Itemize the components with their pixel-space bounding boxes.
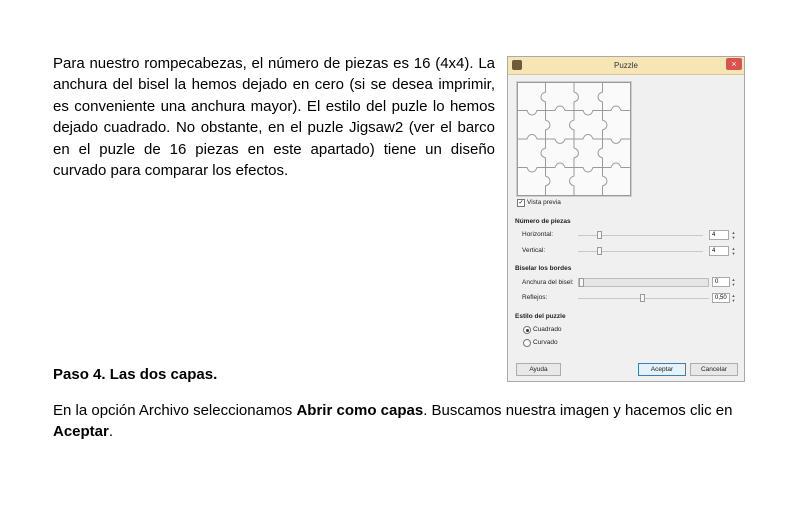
highlight-spin-arrows-icon[interactable]: ▲ ▼ xyxy=(731,293,736,303)
bevel-width-slider[interactable] xyxy=(578,278,709,287)
paragraph-2-bold-abrir: Abrir como capas xyxy=(296,402,424,419)
dialog-titlebar[interactable] xyxy=(508,57,744,75)
puzzle-preview xyxy=(516,81,632,197)
horizontal-label: Horizontal: xyxy=(522,231,554,238)
style-section-title: Estilo del puzzle xyxy=(515,313,566,320)
pieces-section-title: Número de piezas xyxy=(515,218,571,225)
bevel-width-slider-thumb[interactable] xyxy=(579,278,584,287)
step-heading: Paso 4. Las dos capas. xyxy=(53,366,218,383)
paragraph-2 xyxy=(53,400,765,443)
paragraph-2-part2: . Buscamos nuestra imagen y hacemos clic en xyxy=(423,402,733,419)
style-radio-cuadrado[interactable] xyxy=(523,326,531,334)
bevel-section-title: Biselar los bordes xyxy=(515,265,572,272)
bevel-width-spinbox[interactable]: 0 xyxy=(712,277,730,287)
paragraph-2-part3: . xyxy=(108,423,114,441)
puzzle-dialog xyxy=(507,56,745,382)
cancel-button[interactable]: Cancelar xyxy=(690,363,738,376)
horizontal-slider-thumb[interactable] xyxy=(597,231,602,239)
preview-checkbox-label: Vista previa xyxy=(527,199,561,206)
vertical-spinbox[interactable]: 4 xyxy=(709,246,729,256)
dialog-title: Puzzle xyxy=(613,61,638,70)
bevel-width-spin-arrows-icon[interactable]: ▲ ▼ xyxy=(731,277,736,287)
ok-button[interactable]: Aceptar xyxy=(638,363,686,376)
style-radio-curvado[interactable] xyxy=(523,339,531,347)
bevel-width-label: Anchura del bisel: xyxy=(522,279,574,286)
vertical-label: Vertical: xyxy=(522,247,546,254)
vertical-spin-arrows-icon[interactable]: ▲ ▼ xyxy=(731,246,736,256)
close-button[interactable]: × xyxy=(726,58,742,70)
highlight-label: Reflejos: xyxy=(522,294,548,301)
highlight-spinbox[interactable]: 0,50 xyxy=(712,293,730,303)
highlight-slider-thumb[interactable] xyxy=(640,294,645,302)
horizontal-spinbox[interactable]: 4 xyxy=(709,230,729,240)
style-option-cuadrado-label: Cuadrado xyxy=(533,326,562,333)
preview-checkbox[interactable]: ✓ xyxy=(518,200,524,206)
puzzle-grid-preview xyxy=(517,82,631,196)
horizontal-spin-arrows-icon[interactable]: ▲ ▼ xyxy=(731,230,736,240)
vertical-slider-thumb[interactable] xyxy=(597,247,602,255)
paragraph-1: Para nuestro rompecabezas, el número de piezas es 16 (4x4). La anchura del bisel la hemos dejado en cero (si se desea imprimir, es conveniente una anchura mayor). El estilo del puzle lo hemos dejado cuadrado. No obstante, en el puzle Jigsaw2 (ver el barco en el puzle de 16 piezas en este apartado) tiene un diseño curvado para comparar los efectos. xyxy=(53,55,495,180)
help-button[interactable]: Ayuda xyxy=(516,363,561,376)
style-option-curvado-label: Curvado xyxy=(533,339,558,346)
paragraph-2-bold-aceptar: Aceptar xyxy=(53,423,109,441)
paragraph-2-part1: En la opción Archivo seleccionamos xyxy=(53,402,297,419)
